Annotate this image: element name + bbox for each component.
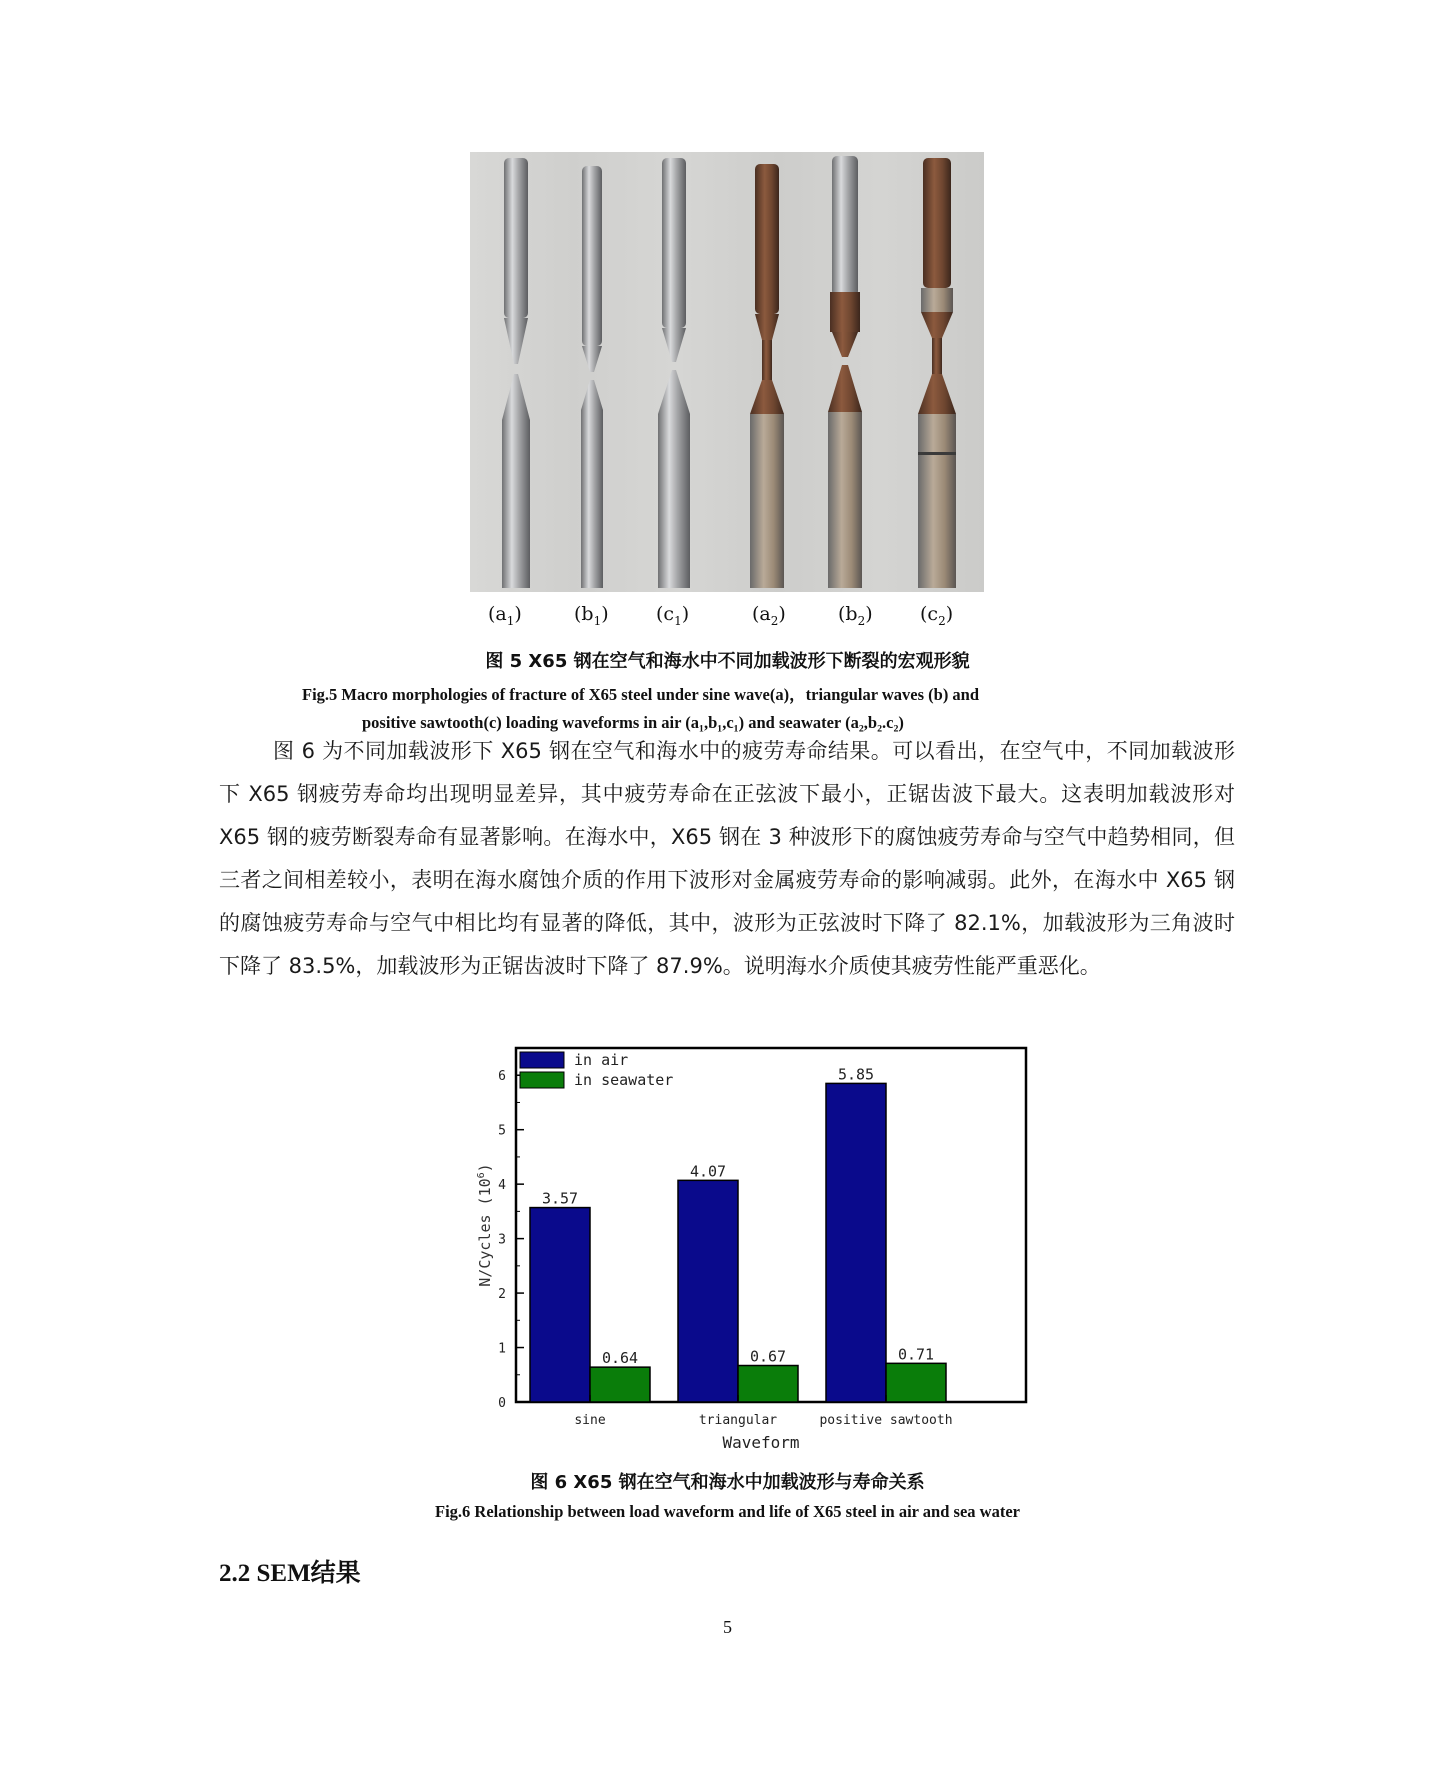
y-axis-label: N/Cycles $(10^6)$ bbox=[476, 1163, 494, 1287]
bar-in-seawater-sine bbox=[590, 1367, 650, 1402]
bar-value-label: 5.85 bbox=[837, 1065, 875, 1084]
specimen-photo bbox=[470, 152, 984, 592]
bar-in-air-sine bbox=[530, 1208, 590, 1402]
specimen-b1 bbox=[581, 166, 603, 588]
legend-label: in air bbox=[574, 1051, 629, 1069]
y-tick-label: 2 bbox=[498, 1287, 506, 1303]
legend-swatch bbox=[520, 1072, 564, 1088]
specimen-label: $(b_1)$ bbox=[574, 603, 609, 628]
chart-layer bbox=[476, 1048, 1026, 1452]
legend-label: in seawater bbox=[574, 1071, 674, 1089]
figure6-caption-en: Fig.6 Relationship between load waveform and life of X65 steel in air and sea water bbox=[435, 1502, 1020, 1521]
specimen-label: $(a_2)$ bbox=[752, 603, 786, 628]
figure6-caption-cn: 图 6 X65 钢在空气和海水中加载波形与寿命关系 bbox=[530, 1472, 925, 1493]
specimen-a2 bbox=[750, 164, 784, 588]
bar-in-seawater-positive-sawtooth bbox=[886, 1363, 946, 1402]
figure5-caption-en-line1: Fig.5 Macro morphologies of fracture of X65 steel under sine wave(a)，triangular waves (b) and bbox=[302, 685, 980, 704]
y-tick-label: 0 bbox=[498, 1396, 506, 1411]
y-tick-label: 6 bbox=[498, 1069, 506, 1085]
specimen-c1 bbox=[658, 158, 690, 588]
specimen-c2 bbox=[918, 158, 956, 588]
specimen-label: $(c_2)$ bbox=[920, 603, 954, 628]
bar-in-air-triangular bbox=[678, 1180, 738, 1402]
bar-value-label: 0.71 bbox=[897, 1345, 935, 1364]
y-tick-label: 5 bbox=[498, 1123, 506, 1139]
x-tick-label: triangular bbox=[698, 1413, 778, 1428]
bar-value-label: 0.67 bbox=[749, 1347, 787, 1366]
specimen-photo-drawing bbox=[470, 152, 984, 592]
x-axis-label: Waveform bbox=[722, 1433, 800, 1452]
figure5-caption-en-line2: positive sawtooth(c) loading waveforms in air (a₁,b₁,c₁) and seawater (a₂,b₂.c₂) bbox=[362, 713, 904, 732]
specimen-label: $(a_1)$ bbox=[488, 603, 522, 628]
y-tick-label: 1 bbox=[498, 1341, 506, 1357]
x-tick-label: positive sawtooth bbox=[819, 1413, 953, 1428]
bar-value-label: 4.07 bbox=[689, 1162, 727, 1181]
specimen-a1 bbox=[502, 158, 530, 588]
y-tick-label: 3 bbox=[498, 1232, 506, 1248]
specimen-b2 bbox=[828, 156, 862, 588]
specimen-label: $(b_2)$ bbox=[838, 603, 873, 628]
x-tick-label: sine bbox=[574, 1413, 606, 1428]
body-paragraph: 图 6 为不同加载波形下 X65 钢在空气和海水中的疲劳寿命结果。可以看出，在空气中，不同加载波形下 X65 钢疲劳寿命均出现明显差异，其中疲劳寿命在正弦波下最小，正锯齿波下最大。这表明加载波形对 X65 钢的疲劳断裂寿命有显著影响。在海水中，X65 钢在 3 种波形下的腐蚀疲劳寿命与空气中趋势相同，但三者之间相差较小，表明在海水腐蚀介质的作用下波形对金属疲劳寿命的影响减弱。此外，在海水中 X65 钢的腐蚀疲劳寿命与空气中相比均有显著的降低，其中，波形为正弦波时下降了 82.1%，加载波形为三角波时下降了 83.5%，加载波形为正锯齿波时下降了 87.9%。说明海水介质使其疲劳性能严重恶化。 bbox=[219, 739, 1235, 978]
figure6-bar-chart bbox=[460, 1040, 1040, 1460]
section-heading: 2.2 SEM结果 bbox=[219, 1560, 361, 1587]
specimen-labels bbox=[470, 603, 984, 629]
legend-swatch bbox=[520, 1052, 564, 1068]
bar-value-label: 0.64 bbox=[601, 1349, 639, 1368]
page-number: 5 bbox=[723, 1617, 732, 1637]
figure5-caption-cn: 图 5 X65 钢在空气和海水中不同加载波形下断裂的宏观形貌 bbox=[485, 651, 970, 672]
specimen-label: $(c_1)$ bbox=[656, 603, 690, 628]
bar-in-air-positive-sawtooth bbox=[826, 1083, 886, 1402]
y-tick-label: 4 bbox=[498, 1178, 506, 1194]
bar-in-seawater-triangular bbox=[738, 1366, 798, 1402]
bar-value-label: 3.57 bbox=[541, 1189, 579, 1208]
